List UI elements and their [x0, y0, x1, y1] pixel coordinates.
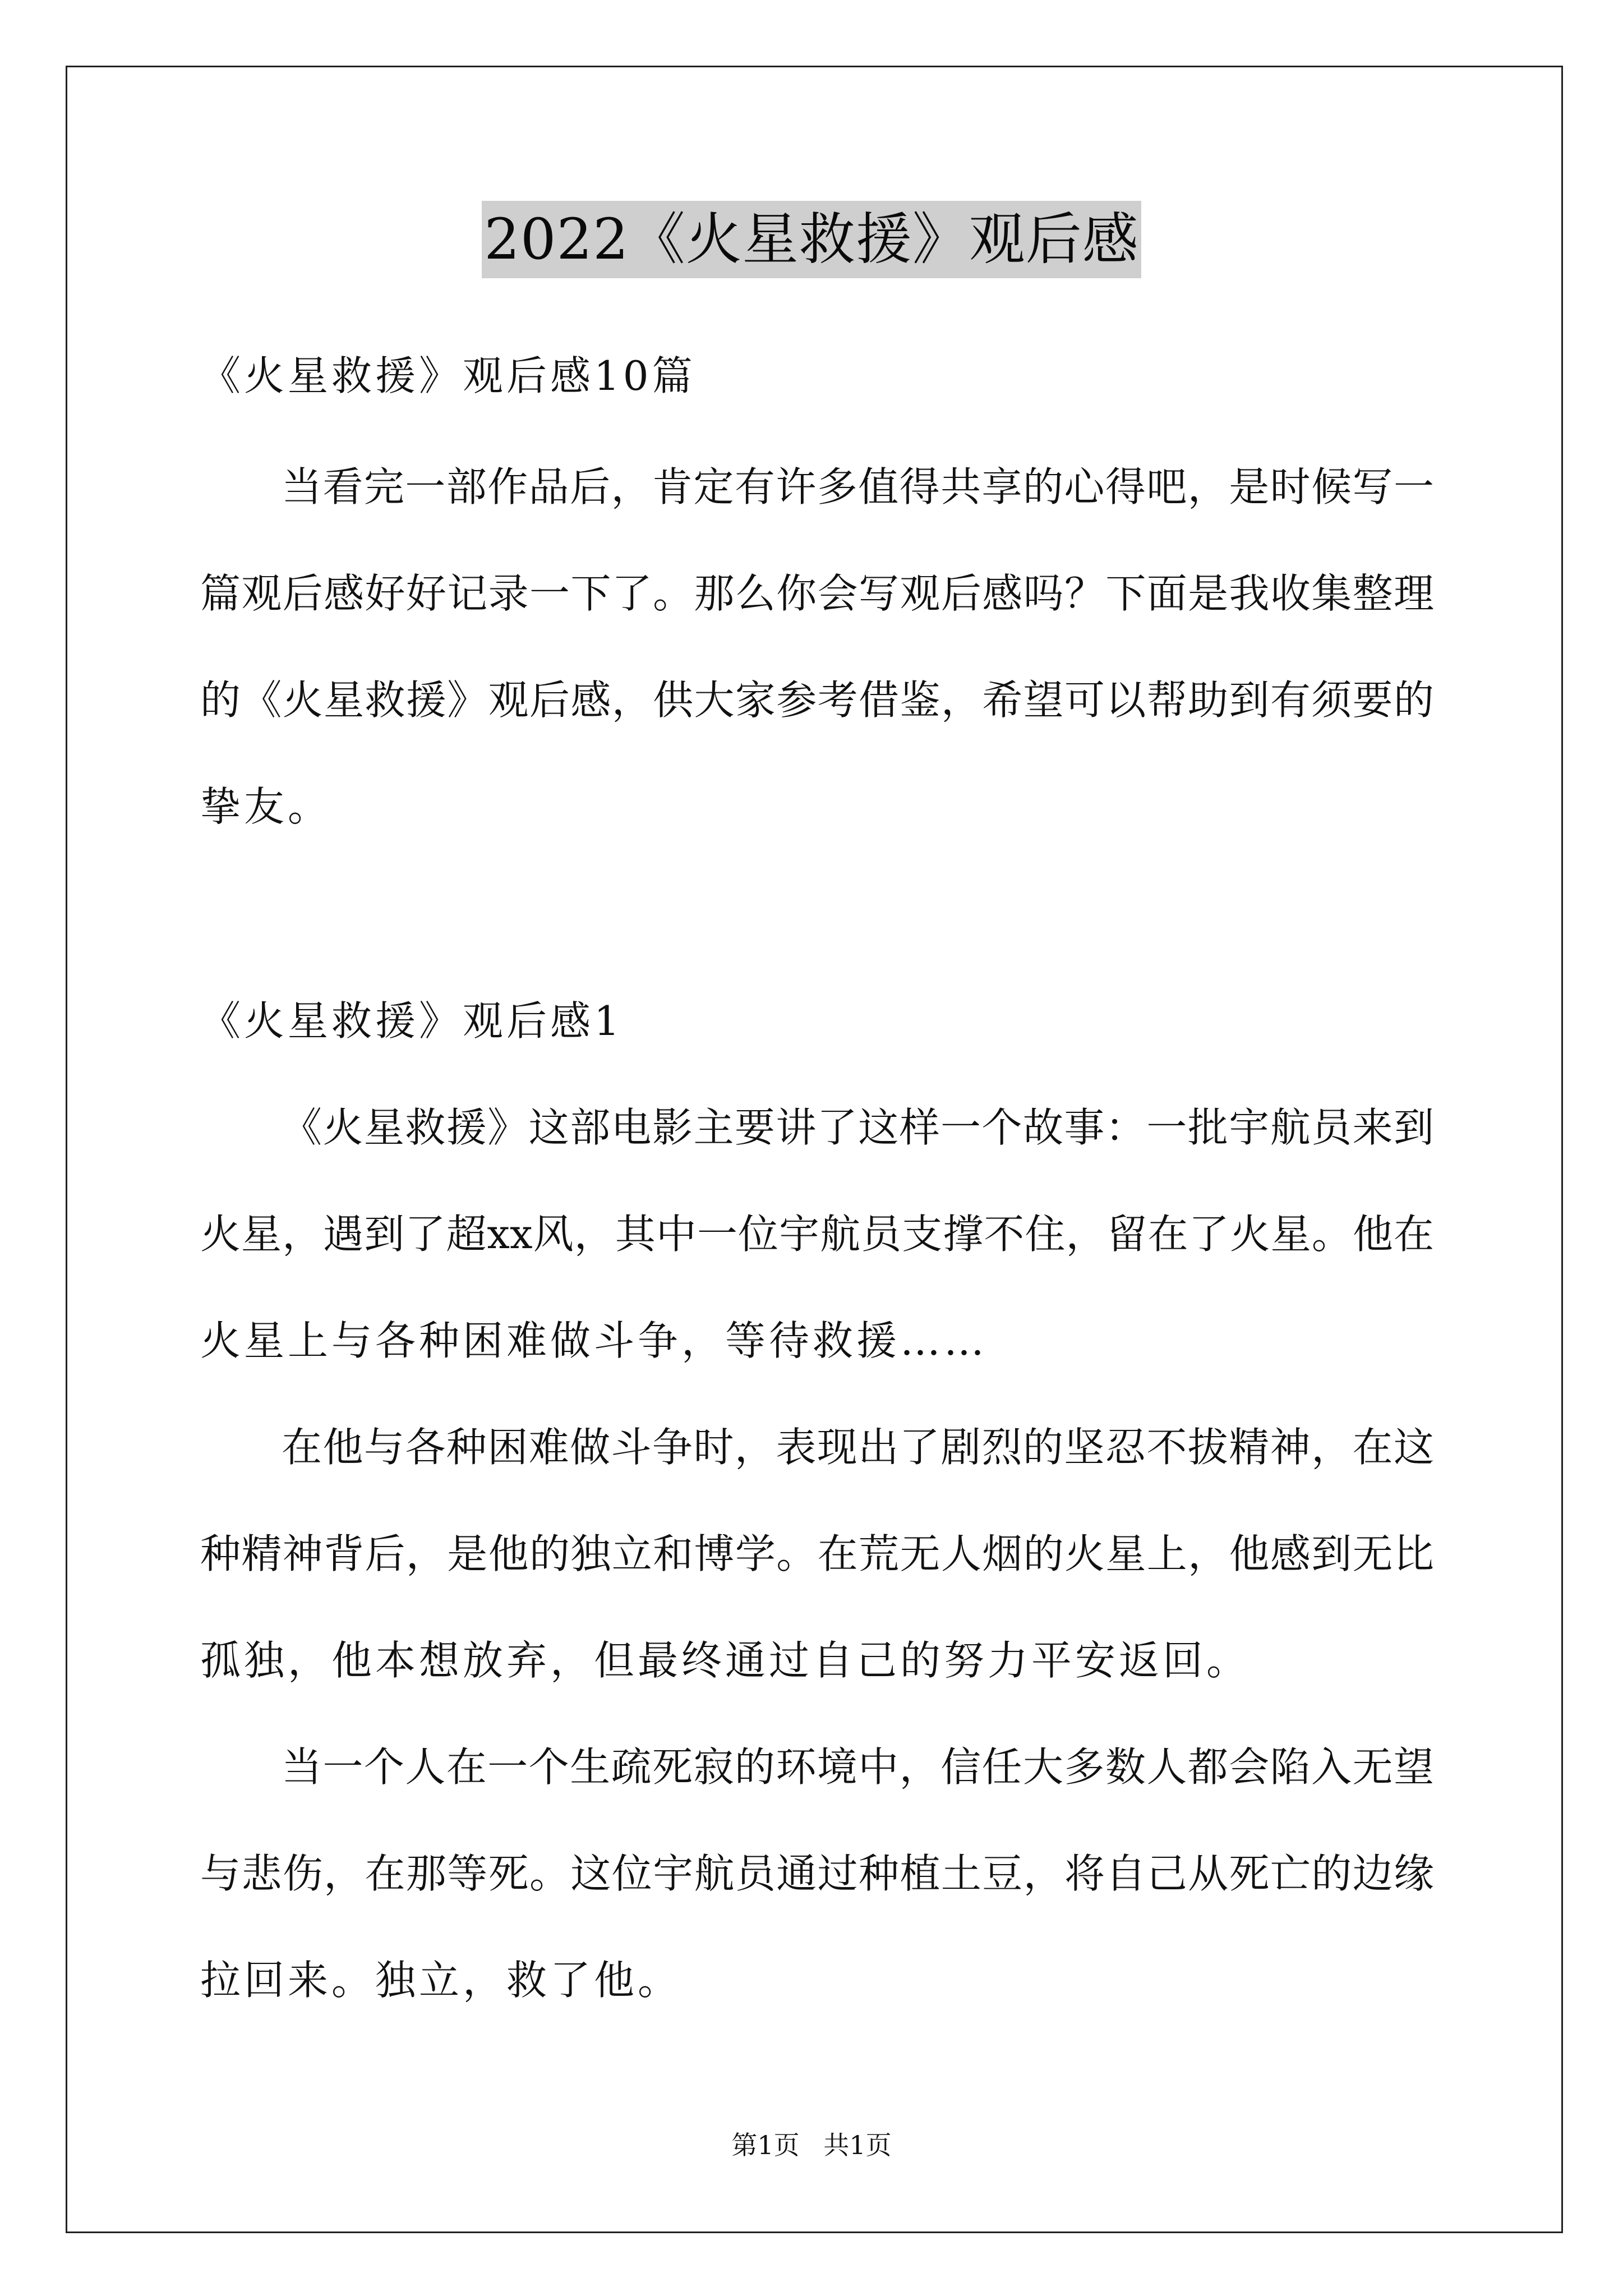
paragraph1-line-1: 《火星救援》这部电影主要讲了这样一个故事：一批宇航员来到	[282, 1104, 1434, 1151]
page-footer	[0, 2128, 1623, 2162]
paragraph3-line-3: 拉回来。独立，救了他。	[200, 1957, 682, 2004]
paragraph2-line-2: 种精神背后，是他的独立和博学。在荒无人烟的火星上，他感到无比	[200, 1530, 1434, 1577]
paragraph3-line-2: 与悲伤，在那等死。这位宇航员通过种植土豆，将自己从死亡的边缘	[200, 1850, 1434, 1897]
intro-line-3: 的《火星救援》观后感，供大家参考借鉴，希望可以帮助到有须要的	[200, 677, 1434, 724]
paragraph2-line-3: 孤独，他本想放弃，但最终通过自己的努力平安返回。	[200, 1637, 1251, 1684]
intro-line-4: 挚友。	[200, 783, 332, 830]
paragraph3-line-1: 当一个人在一个生疏死寂的环境中，信任大多数人都会陷入无望	[282, 1743, 1434, 1791]
section-heading: 《火星救援》观后感1	[200, 997, 623, 1045]
title-block	[0, 201, 1623, 278]
paragraph1-line-3: 火星上与各种困难做斗争，等待救援……	[200, 1317, 988, 1364]
intro-line-2: 篇观后感好好记录一下了。那么你会写观后感吗？下面是我收集整理	[200, 570, 1434, 617]
intro-line-1: 当看完一部作品后，肯定有许多值得共享的心得吧，是时候写一	[282, 463, 1434, 510]
document-title: 2022《火星救援》观后感	[482, 201, 1141, 278]
document-subtitle: 《火星救援》观后感10篇	[200, 352, 696, 399]
page-total: 共1页	[823, 2130, 892, 2160]
paragraph1-line-2: 火星，遇到了超xx风，其中一位宇航员支撑不住，留在了火星。他在	[200, 1211, 1434, 1258]
page-number: 第1页	[731, 2130, 800, 2160]
paragraph2-line-1: 在他与各种困难做斗争时，表现出了剧烈的坚忍不拔精神，在这	[282, 1424, 1434, 1471]
